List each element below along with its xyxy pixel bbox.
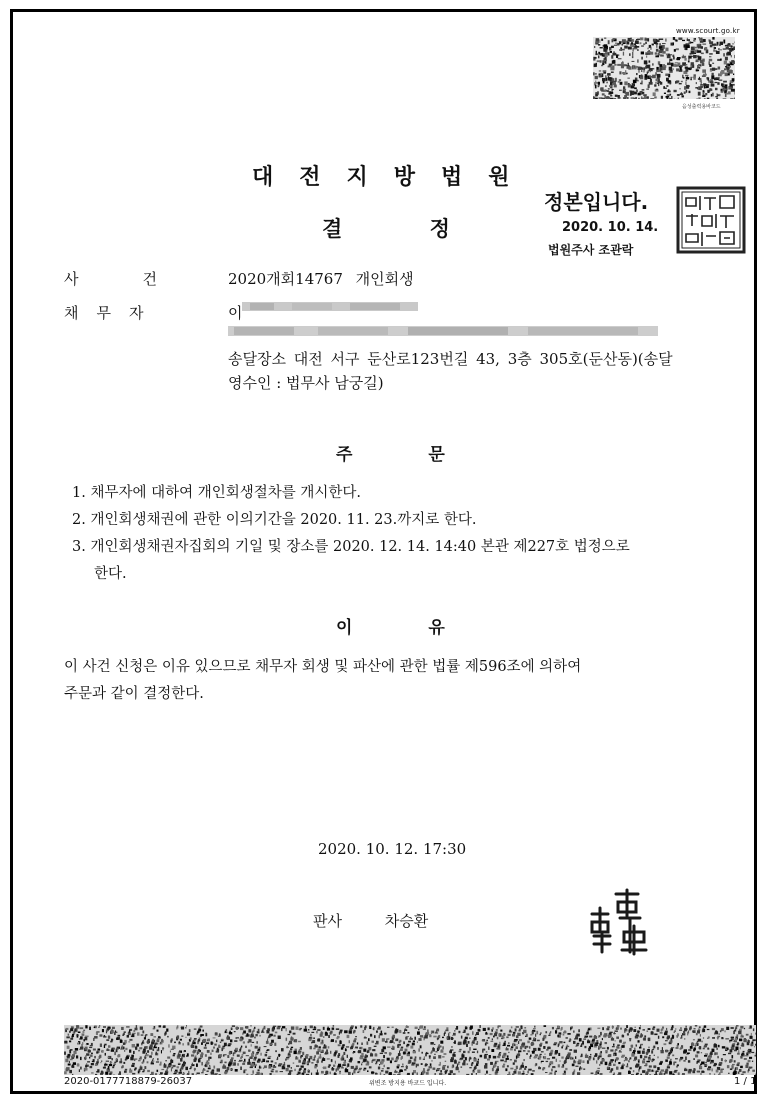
reason-text — [64, 654, 734, 708]
reason-line-2: 주문과 같이 결정한다. — [64, 686, 204, 702]
order-list — [72, 480, 732, 588]
order-heading: 주 문 — [336, 445, 445, 465]
debtor-name: 이 — [228, 304, 243, 322]
court-clerk: 법원주사 조관락 — [548, 243, 634, 257]
certification-date: 2020. 10. 14. — [562, 220, 659, 235]
service-address-line1: 송달장소 대전 서구 둔산로123번길 43, 3층 305호(둔산동)(송달 — [228, 350, 673, 368]
case-number: 2020개회14767 개인회생 — [228, 270, 414, 288]
redacted-address — [228, 322, 658, 340]
debtor-label: 채무자 — [64, 304, 162, 322]
order-item-3: 3. 개인회생채권자집회의 기일 및 장소를 2020. 12. 14. 14:40 본관 제227호 법정으로 — [72, 539, 630, 555]
document-title: 결 정 — [322, 217, 450, 241]
document-issue-number: 2020-0177718879-26037 — [64, 1076, 193, 1087]
reason-line-1: 이 사건 신청은 이유 있으므로 채무자 회생 및 파산에 관한 법률 제596조에 의하여 — [64, 659, 582, 675]
redacted-name — [240, 298, 420, 314]
decision-datetime: 2020. 10. 12. 17:30 — [318, 840, 467, 858]
reason-heading: 이 유 — [336, 618, 445, 638]
court-seal-stamp — [676, 186, 746, 254]
certified-copy-label: 정본입니다. — [544, 190, 649, 214]
page-number: 1 / 1 — [734, 1076, 757, 1087]
court-name: 대전지방법원 — [252, 165, 536, 190]
case-label: 사건 — [64, 270, 221, 288]
anti-forgery-barcode — [64, 1025, 756, 1075]
judge-seal-stamp — [582, 888, 656, 956]
order-item-2: 2. 개인회생채권에 관한 이의기간을 2020. 11. 23.까지로 한다. — [72, 512, 477, 528]
order-item-3-continuation: 한다. — [94, 566, 127, 582]
anti-forgery-note: 위변조 방지용 바코드 입니다. — [369, 1080, 447, 1087]
judge-title: 판사 — [313, 912, 342, 930]
verification-barcode — [593, 37, 735, 99]
service-address-line2: 영수인 : 법무사 남궁길) — [228, 374, 384, 392]
verify-url: www.scourt.go.kr — [676, 27, 740, 35]
judge-name: 차승환 — [384, 912, 429, 930]
barcode-caption: 음성출력용바코드 — [682, 104, 721, 110]
order-item-1: 1. 채무자에 대하여 개인회생절차를 개시한다. — [72, 485, 362, 501]
judge-signature-line — [313, 910, 428, 931]
